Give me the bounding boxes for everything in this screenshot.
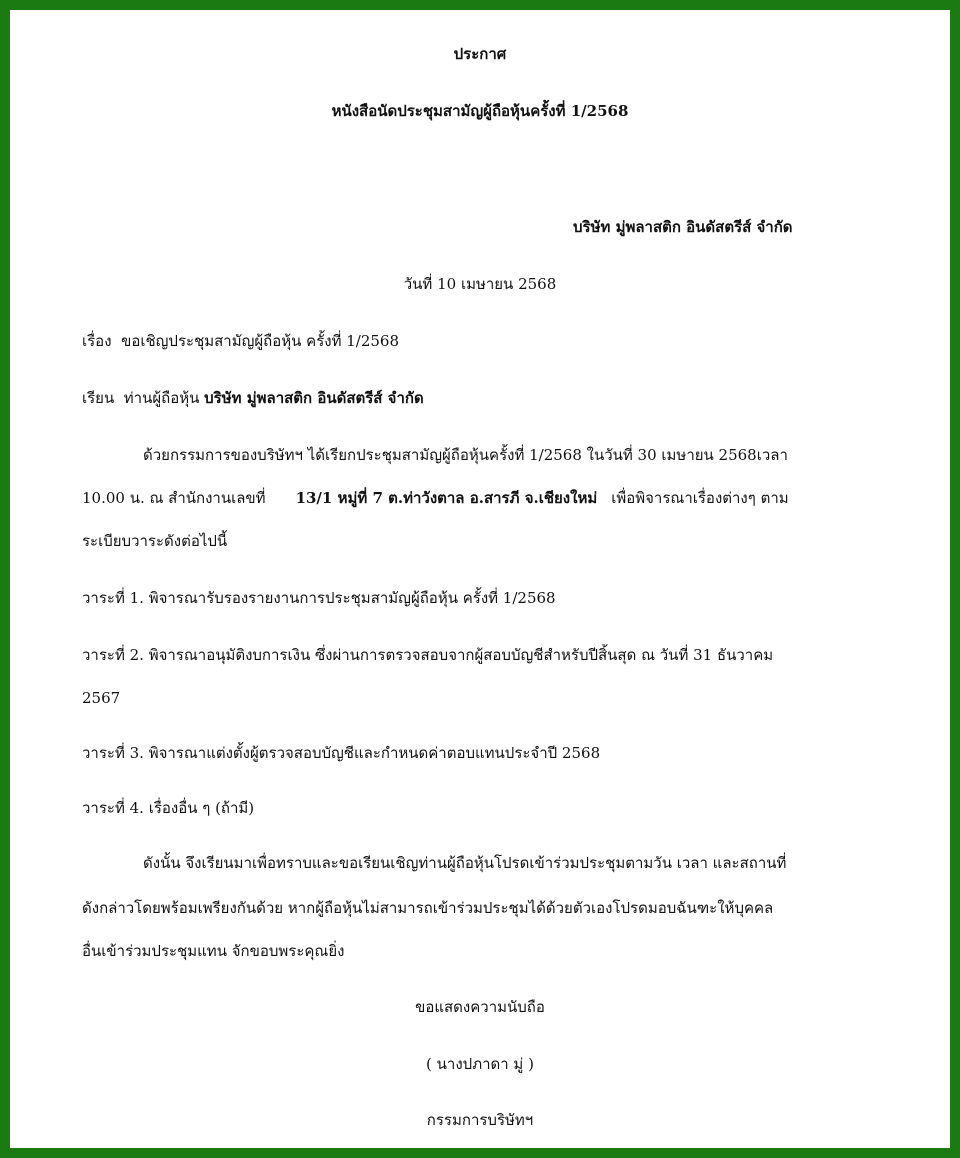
agenda-item-3: วาระที่ 3. พิจารณาแต่งตั้งผู้ตรวจสอบบัญชีและกำหนดค่าตอบแทนประจำปี 2568	[82, 744, 601, 762]
recipient-line	[82, 388, 424, 408]
document-subtitle: หนังสือนัดประชุมสามัญผู้ถือหุ้นครั้งที่ 1/2568	[331, 102, 629, 120]
signatory-name: ( นางปภาดา มู่ )	[426, 1055, 534, 1073]
meeting-address: 13/1 หมู่ที่ 7 ต.ท่าวังตาล อ.สารภี จ.เชียงใหม่	[295, 489, 598, 507]
intro-line-3: ระเบียบวาระดังต่อไปนี้	[82, 532, 228, 550]
closing-regards: ขอแสดงความนับถือ	[415, 998, 545, 1016]
document-title: ประกาศ	[453, 45, 507, 63]
intro-line-1: ด้วยกรรมการของบริษัทฯ ได้เรียกประชุมสามัญผู้ถือหุ้นครั้งที่ 1/2568 ในวันที่ 30 เมษายน 2568เวลา	[143, 446, 788, 464]
closing-line-2: ดังกล่าวโดยพร้อมเพรียงกันด้วย หากผู้ถือหุ้นไม่สามารถเข้าร่วมประชุมได้ด้วยตัวเองโปรดมอบฉันฑะให้บุคคล	[82, 899, 774, 917]
intro-line-2	[82, 488, 789, 508]
agenda-item-1: วาระที่ 1. พิจารณารับรองรายงานการประชุมสามัญผู้ถือหุ้น ครั้งที่ 1/2568	[82, 589, 556, 607]
agenda-item-2-line-1: วาระที่ 2. พิจารณาอนุมัติงบการเงิน ซึ่งผ่านการตรวจสอบจากผู้สอบบัญชีสำหรับปีสิ้นสุด ณ วันที่ 31 ธันวาคม	[82, 646, 774, 664]
subject-line	[82, 331, 399, 351]
company-name: บริษัท มู่พลาสติก อินดัสตรีส์ จำกัด	[573, 218, 793, 236]
signatory-position: กรรมการบริษัทฯ	[426, 1111, 534, 1129]
recipient-label: เรียน	[82, 389, 115, 407]
document-date: วันที่ 10 เมษายน 2568	[403, 275, 557, 293]
agenda-item-2-line-2: 2567	[82, 689, 121, 707]
closing-line-3: อื่นเข้าร่วมประชุมแทน จักขอบพระคุณยิ่ง	[82, 942, 345, 960]
intro-line-2-start: 10.00 น. ณ สำนักงานเลขที่	[82, 489, 266, 507]
intro-line-2-end: เพื่อพิจารณาเรื่องต่างๆ ตาม	[611, 489, 789, 507]
recipient-text: ท่านผู้ถือหุ้น	[123, 389, 200, 407]
subject-label: เรื่อง	[82, 332, 112, 350]
agenda-item-4: วาระที่ 4. เรื่องอื่น ๆ (ถ้ามี)	[82, 799, 255, 817]
subject-text: ขอเชิญประชุมสามัญผู้ถือหุ้น ครั้งที่ 1/2568	[121, 332, 400, 350]
closing-line-1: ดังนั้น จึงเรียนมาเพื่อทราบและขอเรียนเชิญท่านผู้ถือหุ้นโปรดเข้าร่วมประชุมตามวัน เวลา และสถานที่	[143, 854, 787, 872]
recipient-company: บริษัท มู่พลาสติก อินดัสตรีส์ จำกัด	[204, 389, 424, 407]
